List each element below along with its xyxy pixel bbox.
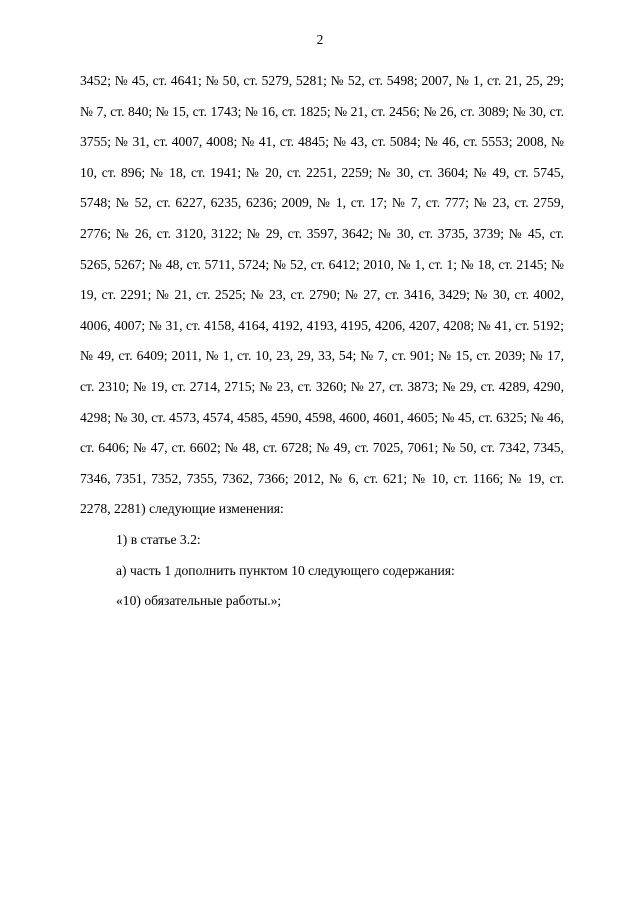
paragraph-item-1: 1) в статье 3.2: xyxy=(116,531,201,547)
paragraph-references-list: 3452; № 45, ст. 4641; № 50, ст. 5279, 5281; № 52, ст. 5498; 2007, № 1, ст. 21, 25, 29; № 7, ст. 840; № 15, ст. 1743; № 16, ст. 1825; № 21, ст. 2456; № 26, ст. 3089; № 30, ст. 3755; № 31, ст. 4007, 4008; № 41, ст. 4845; № 43, ст. 5084; № 46, ст. 5553; 2008, № 10, ст. 896; № 18, ст. 1941; № 20, ст. 2251, 2259; № 30, ст. 3604; № 49, ст. 5745, 5748; № 52, ст. 6227, 6235, 6236; 2009, № 1, ст. 17; № 7, ст. 777; № 23, ст. 2759, 2776; № 26, ст. 3120, 3122; № 29, ст. 3597, 3642; № 30, ст. 3735, 3739; № 45, ст. 5265, 5267; № 48, ст. 5711, 5724; № 52, ст. 6412; 2010, № 1, ст. 1; № 18, ст. 2145; № 19, ст. 2291; № 21, ст. 2525; № 23, ст. 2790; № 27, ст. 3416, 3429; № 30, ст. 4002, 4006, 4007; № 31, ст. 4158, 4164, 4192, 4193, 4195, 4206, 4207, 4208; № 41, ст. 5192; № 49, ст. 6409; 2011, № 1, ст. 10, 23, 29, 33, 54; № 7, ст. 901; № 15, ст. 2039; № 17, ст. 2310; № 19, ст. 2714, 2715; № 23, ст. 3260; № 27, ст. 3873; № 29, ст. 4289, 4290, 4298; № 30, ст. 4573, 4574, 4585, 4590, 4598, 4600, 4601, 4605; № 45, ст. 6325; № 46, ст. 6406; № 47, ст. 6602; № 48, ст. 6728; № 49, ст. 7025, 7061; № 50, ст. 7342, 7345, 7346, 7351, 7352, 7355, 7362, 7366; 2012, № 6, ст. 621; № 10, ст. 1166; № 19, ст. 2278, 2281) следующие изменения: xyxy=(80,73,564,517)
page-number: 2 xyxy=(316,32,324,47)
document-body xyxy=(80,66,564,617)
paragraph-item-1-a: а) часть 1 дополнить пунктом 10 следующего содержания: xyxy=(116,562,455,578)
paragraph-item-1-a-quote: «10) обязательные работы.»; xyxy=(116,593,282,609)
